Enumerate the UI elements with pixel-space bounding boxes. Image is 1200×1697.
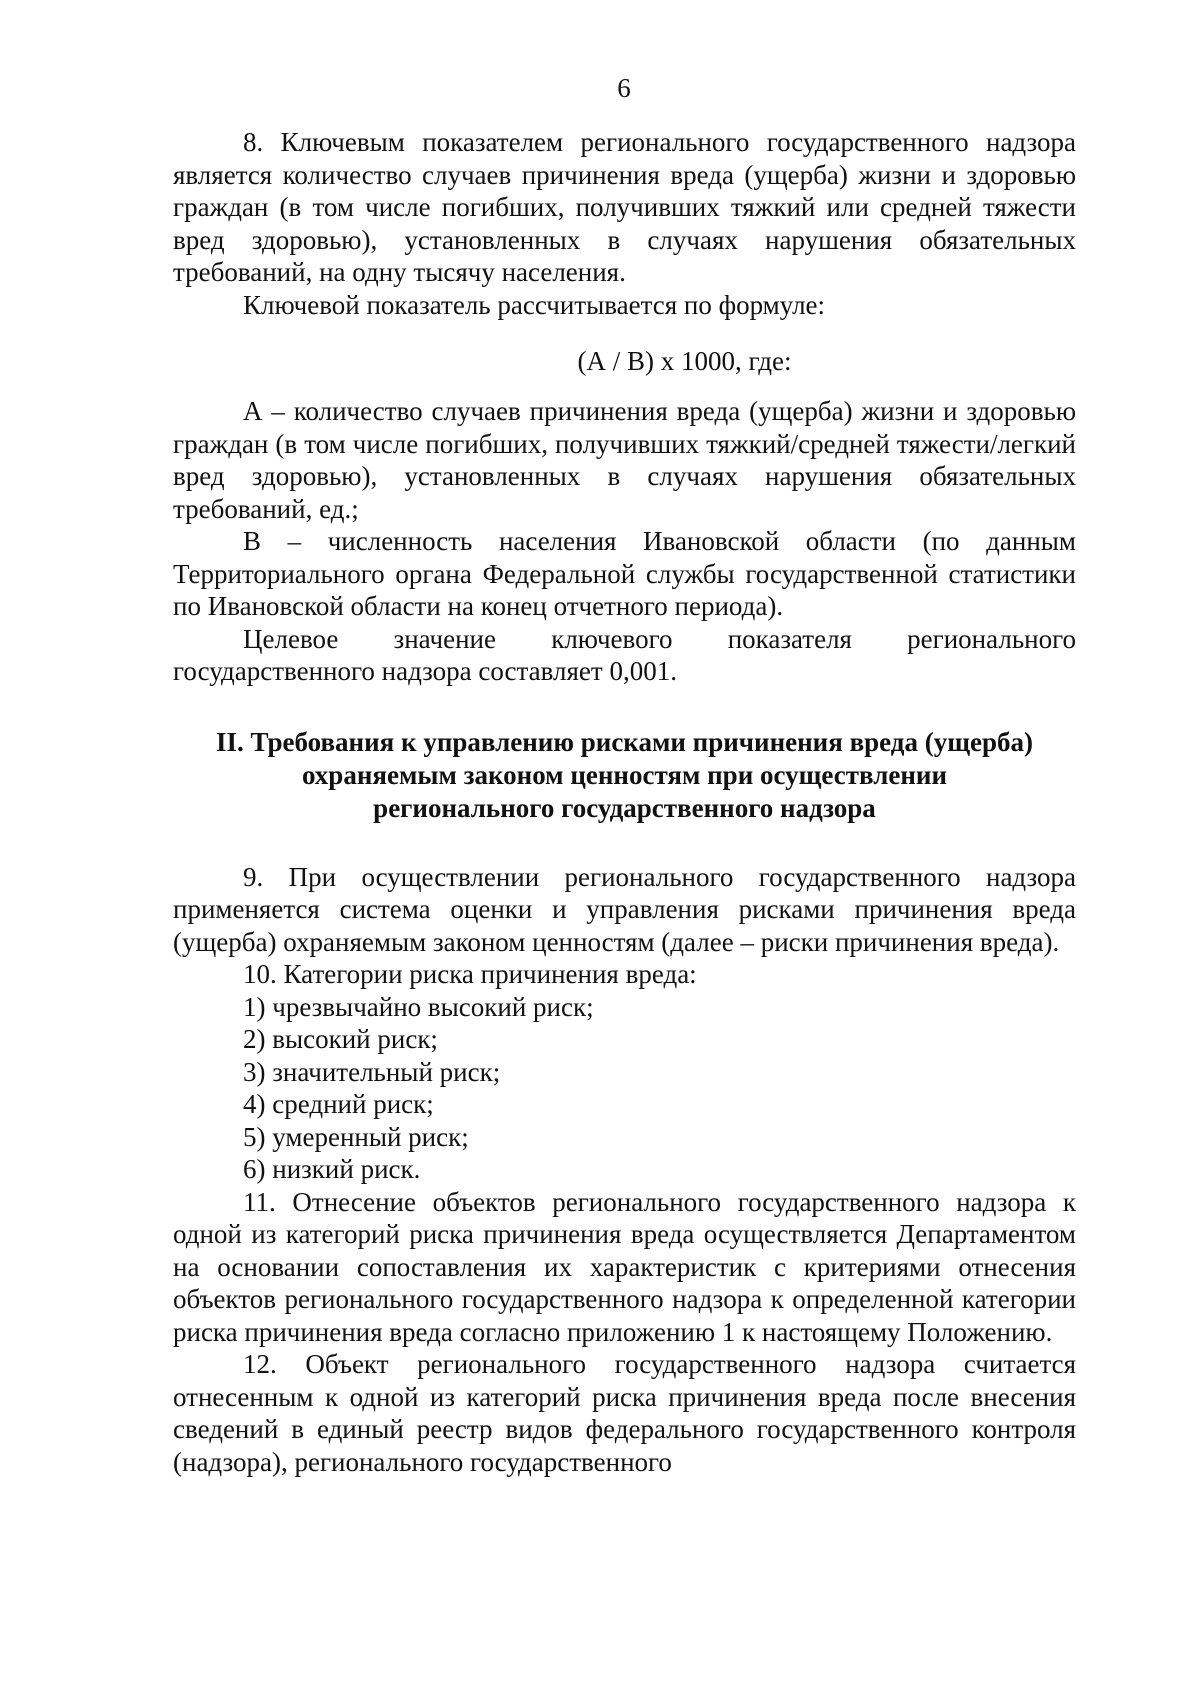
definition-b: В – численность населения Ивановской области (по данным Территориального органа Федеральной службы государственной статистики по Ивановской области на конец отчетного периода).: [173, 526, 1076, 621]
definition-a: А – количество случаев причинения вреда (ущерба) жизни и здоровью граждан (в том числе погибших, получивших тяжкий/средней тяжести/легкий вред здоровью), установленных в случаях нарушения обязательных требований, ед.;: [173, 396, 1076, 524]
risk-category-list: [173, 991, 1076, 1186]
document-body: [173, 126, 1076, 1478]
page-number: 6: [617, 73, 631, 103]
list-item: 5) умеренный риск;: [243, 1121, 469, 1152]
list-item: 2) высокий риск;: [243, 1024, 438, 1054]
target-value: Целевое значение ключевого показателя регионального государственного надзора составляет 0,001.: [173, 623, 1076, 686]
section-heading-line-1: II. Требования к управлению рисками причинения вреда (ущерба): [216, 726, 1033, 757]
list-item: 3) значительный риск;: [243, 1056, 501, 1087]
paragraph-8: 8. Ключевым показателем регионального государственного надзора является количество случаев причинения вреда (ущерба) жизни и здоровью граждан (в том числе погибших, получивших тяжкий или средней тяжести вред здоровью), установленных в случаях нарушения обязательных требований, на одну тысячу населения.: [173, 127, 1076, 287]
formula: (А / В) х 1000, где:: [577, 346, 792, 376]
section-heading: [173, 726, 1076, 825]
paragraph-12: 12. Объект регионального государственного надзора считается отнесенным к одной из категорий риска причинения вреда после внесения сведений в единый реестр видов федерального государственного контроля (надзора), регионального государственного: [173, 1349, 1076, 1477]
list-item: 1) чрезвычайно высокий риск;: [243, 991, 594, 1022]
paragraph-10: 10. Категории риска причинения вреда:: [243, 959, 697, 989]
section-heading-line-2: охраняемым законом ценностям при осуществлении: [301, 759, 948, 790]
paragraph-11: 11. Отнесение объектов регионального государственного надзора к одной из категорий риска причинения вреда осуществляется Департаментом на основании сопоставления их характеристик с критериями отнесения объектов регионального государственного надзора к определенной категории риска причинения вреда согласно приложению 1 к настоящему Положению.: [173, 1186, 1076, 1347]
list-item: 6) низкий риск.: [243, 1154, 421, 1184]
section-heading-line-3: регионального государственного надзора: [373, 792, 876, 823]
list-item: 4) средний риск;: [243, 1089, 434, 1119]
formula-intro: Ключевой показатель рассчитывается по формуле:: [243, 289, 826, 320]
paragraph-9: 9. При осуществлении регионального государственного надзора применяется система оценки и управления рисками причинения вреда (ущерба) охраняемым законом ценностям (далее – риски причинения вреда).: [173, 861, 1076, 957]
